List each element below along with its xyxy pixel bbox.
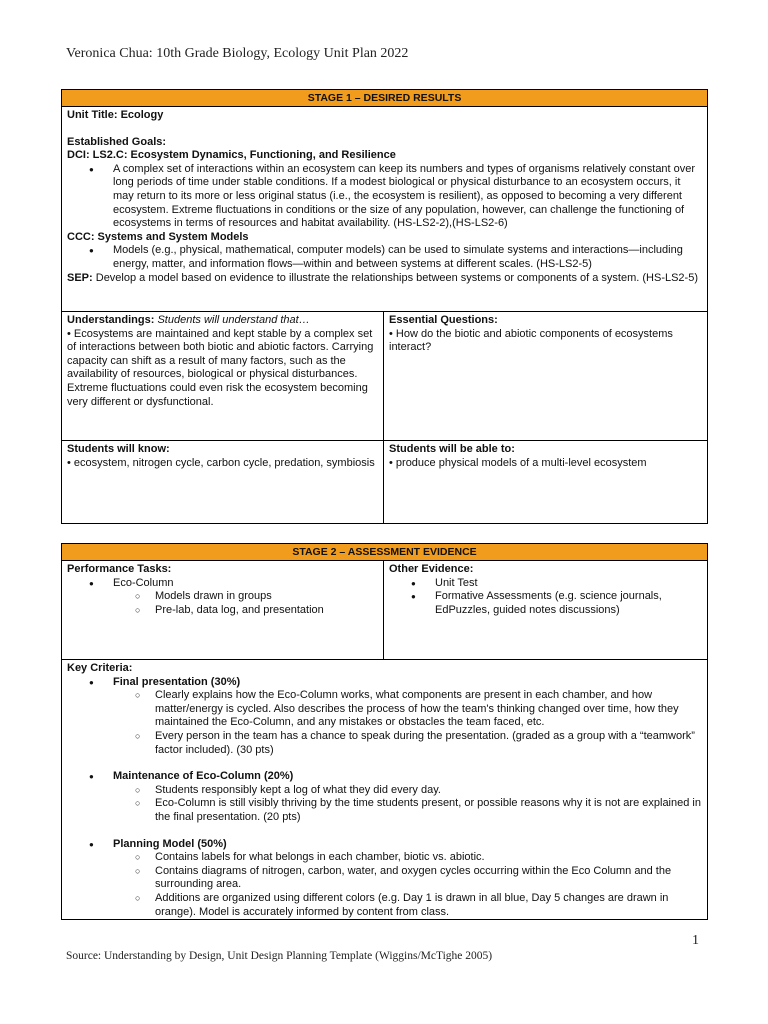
list-item: ● Models (e.g., physical, mathematical, computer models) can be used to simulate systems and interactions—including energy, matter, and information flows—within and between systems at different scales. (HS-LS2-5)	[67, 244, 702, 271]
criteria-list	[67, 676, 702, 690]
students-able-cell	[384, 441, 708, 524]
criteria-items	[67, 784, 702, 825]
list-item: ○ Students responsibly kept a log of what they did every day.	[67, 784, 702, 798]
dci-label: DCI: LS2.C: Ecosystem Dynamics, Functioning, and Resilience	[67, 149, 396, 162]
ccc-label: CCC: Systems and System Models	[67, 230, 249, 243]
list-item: ○ Every person in the team has a chance to speak during the presentation. (graded as a group with a “teamwork” factor included). (30 pts)	[67, 730, 702, 757]
page-header-title: Veronica Chua: 10th Grade Biology, Ecology Unit Plan 2022	[66, 46, 409, 61]
performance-tasks-list	[67, 577, 378, 591]
stage1-table	[61, 89, 708, 524]
essential-questions-text: • How do the biotic and abiotic components of ecosystems interact?	[389, 327, 673, 354]
list-item: ○ Clearly explains how the Eco-Column works, what components are present in each chamber, and how matter/energy is cycled. Also describes the process of how the team's thinking changed over time, how they maintained the Eco-Column, and any mistakes or obstacles the team faced, etc.	[67, 689, 702, 730]
understandings-prompt: Students will understand that…	[157, 314, 310, 326]
performance-tasks-label: Performance Tasks:	[67, 563, 172, 575]
students-able-label: Students will be able to:	[389, 443, 515, 455]
other-evidence-list	[389, 577, 702, 618]
key-criteria-label: Key Criteria:	[67, 662, 133, 674]
stage2-heading: STAGE 2 – ASSESSMENT EVIDENCE	[62, 544, 708, 561]
sep-paragraph	[67, 272, 702, 286]
understandings-text: • Ecosystems are maintained and kept stable by a complex set of interactions between both biotic and abiotic factors. Carrying capacity can shift as a result of many factors, such as the availability of resources, biological or physical disturbances. Extreme fluctuations could even risk the ecosystem becoming very different or dysfunctional.	[67, 327, 374, 408]
list-item: ● Formative Assessments (e.g. science journals, EdPuzzles, guided notes discussions)	[389, 590, 702, 617]
students-know-text: • ecosystem, nitrogen cycle, carbon cycle, predation, symbiosis	[67, 456, 375, 469]
criteria-list	[67, 838, 702, 852]
performance-tasks-cell	[62, 561, 384, 660]
essential-questions-label: Essential Questions:	[389, 314, 498, 326]
essential-questions-cell	[384, 312, 708, 441]
students-able-text: • produce physical models of a multi-level ecosystem	[389, 456, 647, 469]
established-goals-label: Established Goals:	[67, 135, 167, 148]
list-item: ○ Models drawn in groups	[67, 590, 378, 604]
other-evidence-label: Other Evidence:	[389, 563, 474, 575]
list-item: ○ Pre-lab, data log, and presentation	[67, 604, 378, 618]
stage1-heading: STAGE 1 – DESIRED RESULTS	[62, 90, 708, 107]
criteria-title: ● Maintenance of Eco-Column (20%)	[67, 770, 702, 784]
list-item: ● A complex set of interactions within an ecosystem can keep its numbers and types of organisms relatively constant over long periods of time under stable conditions. If a modest biological or physical disturbance to an ecosystem occurs, it may return to its more or less original status (i.e., the ecosystem is resilient), as opposed to becoming a very different ecosystem. Extreme fluctuations in conditions or the size of any population, however, can challenge the functioning of ecosystems in terms of resources and habitat availability. (HS-LS2-2),(HS-LS2-6)	[67, 163, 702, 231]
criteria-title: ● Final presentation (30%)	[67, 676, 702, 690]
list-item: ● Unit Test	[389, 577, 702, 591]
students-know-cell	[62, 441, 384, 524]
footer-source: Source: Understanding by Design, Unit Design Planning Template (Wiggins/McTighe 2005)	[66, 950, 493, 962]
sep-label: SEP:	[67, 271, 93, 284]
criteria-list	[67, 770, 702, 784]
list-item: ● Eco-Column	[67, 577, 378, 591]
stage1-goals-cell	[62, 107, 708, 312]
stage2-table	[61, 543, 708, 920]
criteria-items	[67, 689, 702, 757]
key-criteria-cell	[62, 660, 708, 920]
list-item: ○ Additions are organized using different colors (e.g. Day 1 is drawn in all blue, Day 5 changes are drawn in orange). Model is accurately informed by content from class.	[67, 892, 702, 919]
list-item: ○ Contains diagrams of nitrogen, carbon, water, and oxygen cycles occurring within the Eco Column and the surrounding area.	[67, 865, 702, 892]
sep-text: Develop a model based on evidence to illustrate the relationships between systems or components of a system. (HS-LS2-5)	[92, 271, 698, 284]
students-know-label: Students will know:	[67, 443, 170, 455]
criteria-items	[67, 851, 702, 919]
performance-subtasks-list	[67, 590, 378, 617]
understandings-label: Understandings:	[67, 314, 155, 326]
understandings-cell	[62, 312, 384, 441]
list-item: ○ Eco-Column is still visibly thriving by the time students present, or possible reasons why it is not are explained in the final presentation. (20 pts)	[67, 797, 702, 824]
criteria-title: ● Planning Model (50%)	[67, 838, 702, 852]
unit-title: Unit Title: Ecology	[67, 109, 164, 121]
ccc-list	[67, 244, 702, 271]
other-evidence-cell	[384, 561, 708, 660]
dci-list	[67, 163, 702, 231]
page-number: 1	[692, 933, 699, 948]
list-item: ○ Contains labels for what belongs in each chamber, biotic vs. abiotic.	[67, 851, 702, 865]
